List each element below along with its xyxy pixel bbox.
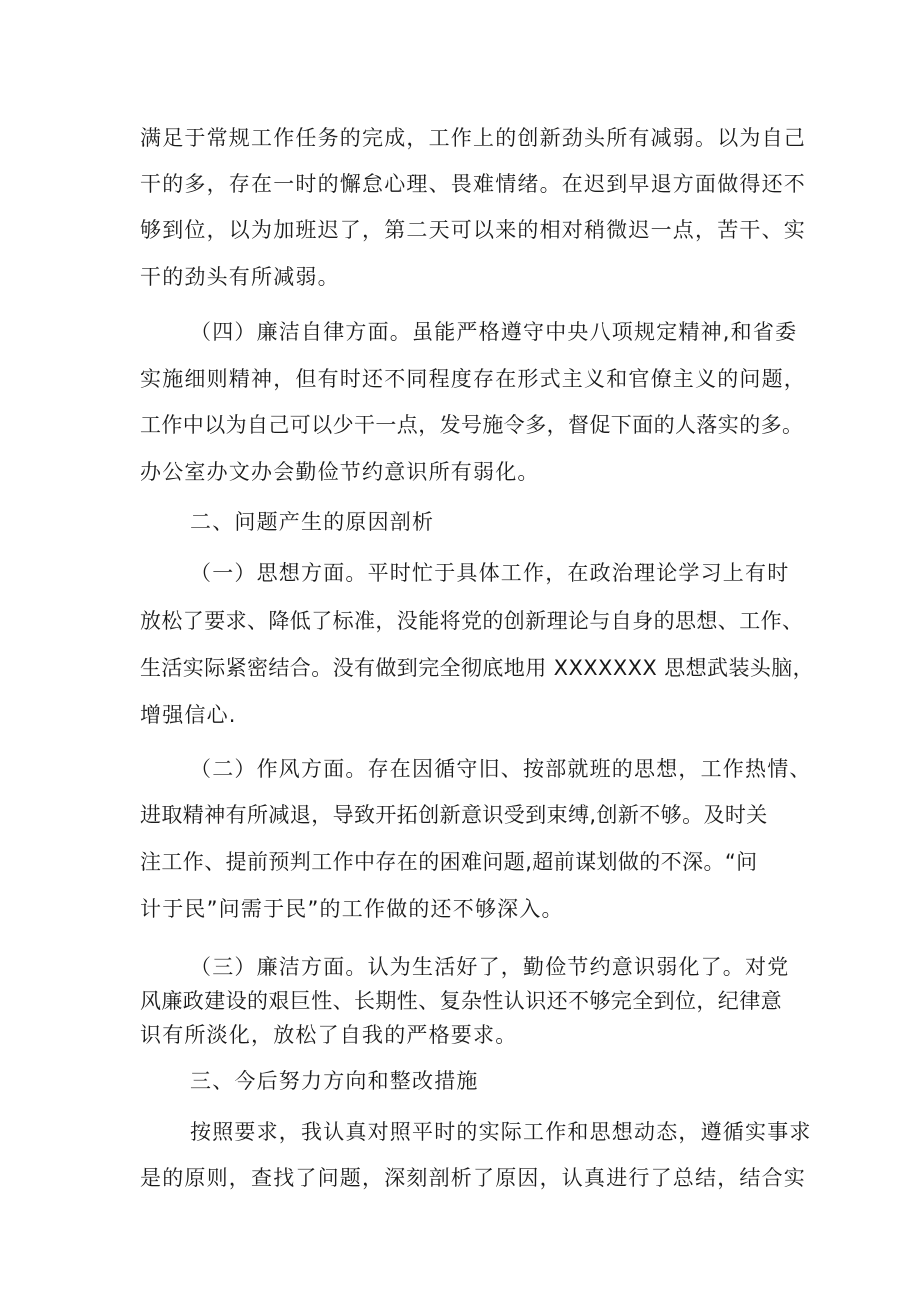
paragraph-line: 放松了要求、降低了标准，没能将党的创新理论与自身的思想、工作、: [140, 609, 804, 633]
paragraph-line: （三）廉洁方面。认为生活好了，勤俭节约意识弱化了。对党: [190, 955, 790, 979]
paragraph-line: 是的原则，查找了问题，深刻剖析了原因，认真进行了总结，结合实: [140, 1166, 806, 1190]
paragraph-line: 办公室办文办会勤俭节约意识所有弱化。: [140, 460, 540, 484]
paragraph-line: （一）思想方面。平时忙于具体工作，在政治理论学习上有时: [190, 561, 790, 585]
paragraph-line: 工作中以为自己可以少干一点，发号施令多，督促下面的人落实的多。: [140, 413, 804, 437]
paragraph-line: 识有所淡化，放松了自我的严格要求。: [140, 1023, 518, 1047]
paragraph-line: 实施细则精神，但有时还不同程度存在形式主义和官僚主义的问题，: [140, 367, 806, 391]
paragraph-line: 注工作、提前预判工作中存在的困难问题,超前谋划做的不深。“问: [140, 850, 758, 874]
paragraph-line: 干的劲头有所减弱。: [140, 265, 340, 289]
paragraph-line: 增强信心.: [140, 703, 237, 727]
paragraph-line: 生活实际紧密结合。没有做到完全彻底地用 XXXXXXX 思想武装头脑，: [140, 656, 815, 680]
paragraph-line: 够到位，以为加班迟了，第二天可以来的相对稍微迟一点，苦干、实: [140, 218, 806, 242]
paragraph-line: 干的多，存在一时的懈怠心理、畏难情绪。在迟到早退方面做得还不: [140, 172, 806, 196]
paragraph-line: （二）作风方面。存在因循守旧、按部就班的思想，工作热情、: [190, 757, 812, 781]
paragraph-line: 按照要求，我认真对照平时的实际工作和思想动态，遵循实事求: [190, 1120, 812, 1144]
paragraph-line: 满足于常规工作任务的完成，工作上的创新劲头所有减弱。以为自己: [140, 126, 806, 150]
paragraph-line: 计于民”问需于民”的工作做的还不够深入。: [140, 897, 564, 921]
paragraph-line: 进取精神有所减退，导致开拓创新意识受到束缚,创新不够。及时关: [140, 803, 768, 827]
paragraph-line: （四）廉洁自律方面。虽能严格遵守中央八项规定精神,和省委: [190, 320, 798, 344]
paragraph-line: 风廉政建设的艰巨性、长期性、复杂性认识还不够完全到位，纪律意: [140, 989, 782, 1013]
section-heading: 三、今后努力方向和整改措施: [190, 1069, 479, 1093]
section-heading: 二、问题产生的原因剖析: [190, 510, 435, 534]
